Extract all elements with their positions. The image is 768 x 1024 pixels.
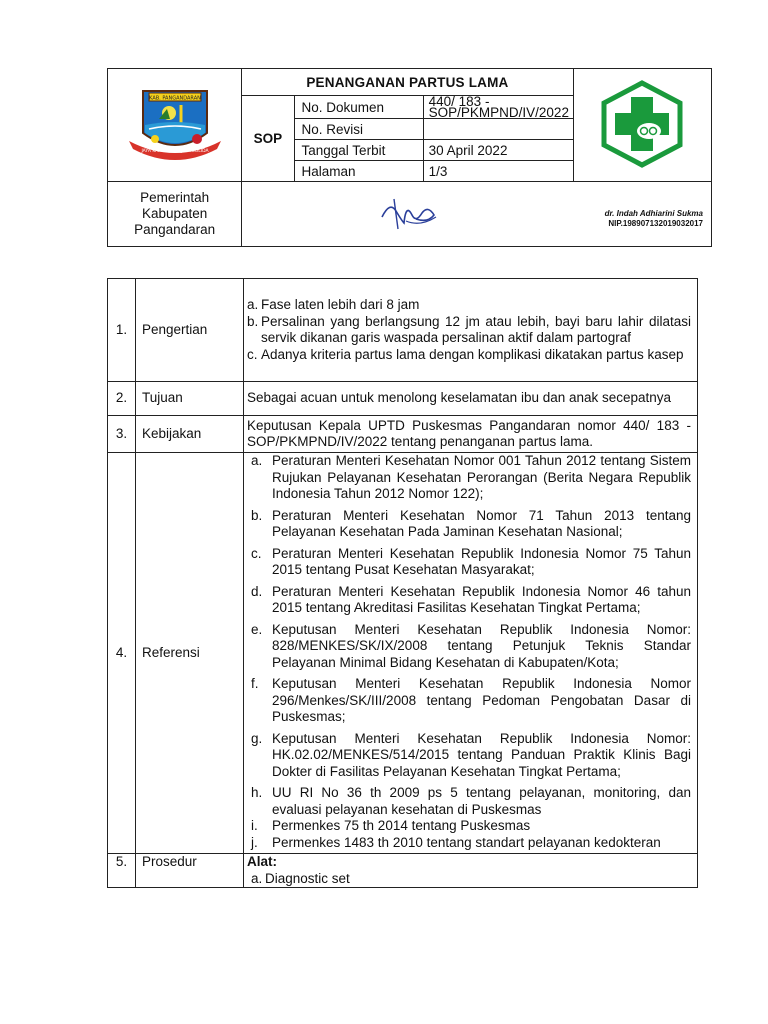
reference-item: i. Permenkes 75 th 2014 tentang Puskesmas bbox=[251, 818, 531, 833]
issue-date-value: 30 April 2022 bbox=[423, 140, 573, 161]
section-number: 2. bbox=[108, 382, 136, 416]
revision-label: No. Revisi bbox=[294, 119, 423, 140]
svg-text:JAYA KARSA BAKAJAYA SOLIDA: JAYA KARSA BAKAJAYA SOLIDA bbox=[141, 148, 209, 154]
section-content bbox=[244, 279, 698, 382]
sop-header-table bbox=[107, 68, 712, 247]
section-title: Tujuan bbox=[136, 382, 244, 416]
puskesmas-logo-icon bbox=[597, 79, 687, 169]
svg-text:KAB. PANGANDARAN: KAB. PANGANDARAN bbox=[148, 95, 201, 101]
signer-block bbox=[605, 209, 703, 229]
signature-icon bbox=[376, 193, 440, 233]
signature-cell bbox=[242, 182, 712, 247]
section-number: 1. bbox=[108, 279, 136, 382]
section-number: 4. bbox=[108, 453, 136, 854]
list-item: a. Fase laten lebih dari 8 jam bbox=[247, 297, 420, 312]
page-label: Halaman bbox=[294, 161, 423, 182]
page-value: 1/3 bbox=[423, 161, 573, 182]
section-title: Kebijakan bbox=[136, 416, 244, 453]
reference-item: c. Peraturan Menteri Kesehatan Republik Indonesia Nomor 75 Tahun 2015 tentang Pusat Kesehatan Masyarakat; bbox=[251, 545, 691, 577]
section-number: 3. bbox=[108, 416, 136, 453]
reference-item: j. Permenkes 1483 th 2010 tentang standart pelayanan kedokteran bbox=[251, 834, 661, 850]
sop-content-table bbox=[107, 278, 698, 888]
section-prosedur bbox=[108, 854, 698, 888]
issue-date-label: Tanggal Terbit bbox=[294, 140, 423, 161]
section-content: Keputusan Kepala UPTD Puskesmas Pangandaran nomor 440/ 183 -SOP/PKMPND/IV/2022 tentang penanganan partus lama. bbox=[244, 416, 698, 453]
reference-item: b. Peraturan Menteri Kesehatan Nomor 71 Tahun 2013 tentang Pelayanan Kesehatan Pada Jaminan Kesehatan Nasional; bbox=[251, 507, 691, 539]
section-pengertian bbox=[108, 279, 698, 382]
list-item: a. Diagnostic set bbox=[251, 870, 350, 886]
reference-item: d. Peraturan Menteri Kesehatan Republik Indonesia Nomor 46 tahun 2015 tentang Akreditasi Fasilitas Kesehatan Tingkat Pertama; bbox=[251, 583, 691, 615]
section-title: Prosedur bbox=[136, 854, 244, 888]
sop-label: SOP bbox=[242, 96, 294, 182]
doc-number-value: 440/ 183 -SOP/PKMPND/IV/2022 bbox=[423, 96, 573, 119]
signer-name: dr. Indah Adhiarini Sukma bbox=[604, 209, 703, 218]
section-number: 5. bbox=[108, 854, 136, 888]
regency-logo-cell bbox=[108, 69, 242, 182]
section-content bbox=[244, 854, 698, 888]
government-name: Pemerintah Kabupaten Pangandaran bbox=[108, 182, 242, 247]
signer-nip: NIP.198907132019032017 bbox=[608, 219, 703, 228]
section-title: Pengertian bbox=[136, 279, 244, 382]
reference-item: g. Keputusan Menteri Kesehatan Republik Indonesia Nomor: HK.02.02/MENKES/514/2015 tentang Panduan Praktik Klinis Bagi Dokter di Fasilitas Pelayanan Kesehatan Tingkat Pertama; bbox=[251, 730, 691, 779]
section-title: Referensi bbox=[136, 453, 244, 854]
section-kebijakan bbox=[108, 416, 698, 453]
reference-item: a. Peraturan Menteri Kesehatan Nomor 001 Tahun 2012 tentang Sistem Rujukan Pelayanan Kesehatan Perorangan (Berita Negara Republik Indonesia Tahun 2012 Nomor 122); bbox=[251, 453, 691, 501]
section-content: Sebagai acuan untuk menolong keselamatan ibu dan anak secepatnya bbox=[244, 382, 698, 416]
puskesmas-logo-cell bbox=[573, 69, 711, 182]
procedure-heading: Alat: bbox=[247, 854, 277, 869]
list-item: b. Persalinan yang berlangsung 12 jm atau lebih, bayi baru lahir dilatasi servik dikanan garis waspada persalinan aktif dalam partograf bbox=[247, 313, 691, 345]
section-referensi bbox=[108, 453, 698, 854]
doc-number-label: No. Dokumen bbox=[294, 96, 423, 119]
section-content bbox=[244, 453, 698, 854]
reference-item: e. Keputusan Menteri Kesehatan Republik Indonesia Nomor: 828/MENKES/SK/IX/2008 tentang Petunjuk Teknis Standar Pelayanan Minimal Bidang Kesehatan di Kabupaten/Kota; bbox=[251, 621, 691, 670]
reference-item: f. Keputusan Menteri Kesehatan Republik Indonesia Nomor 296/Menkes/SK/III/2008 tentang Pedoman Pengobatan Dasar di Puskesmas; bbox=[251, 676, 691, 724]
section-tujuan bbox=[108, 382, 698, 416]
revision-value bbox=[423, 119, 573, 140]
reference-item: h. UU RI No 36 th 2009 ps 5 tentang pelayanan, monitoring, dan evaluasi pelayanan kesehatan di Puskesmas bbox=[251, 785, 691, 817]
list-item: c. Adanya kriteria partus lama dengan komplikasi dikatakan partus kasep bbox=[247, 346, 684, 362]
document-title: PENANGANAN PARTUS LAMA bbox=[242, 69, 573, 96]
pangandaran-regency-emblem-icon bbox=[119, 83, 231, 165]
